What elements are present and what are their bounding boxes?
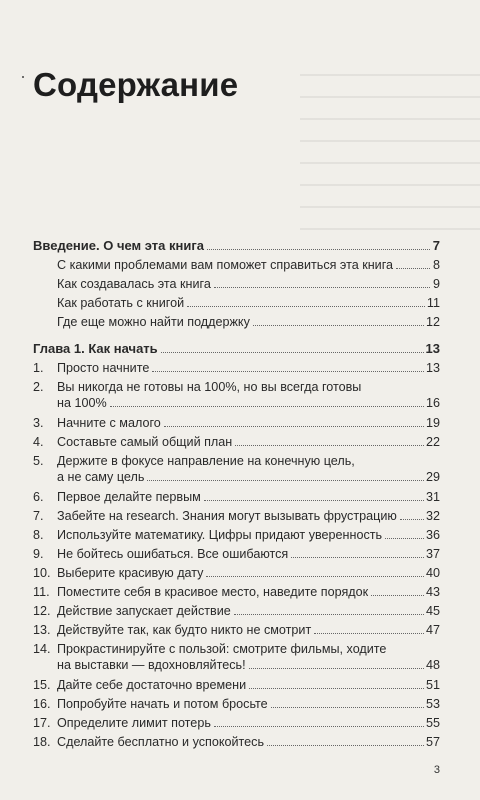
dot-leader — [314, 633, 424, 634]
toc-entry-number: 10. — [33, 566, 51, 580]
toc-entry — [33, 434, 440, 453]
toc-entry-last-line — [57, 469, 440, 485]
toc-entry-body — [57, 584, 440, 600]
dot-leader — [385, 538, 424, 539]
toc-entry-body — [33, 238, 440, 254]
toc-entry-title: Используйте математику. Цифры придают уверенность — [57, 528, 383, 542]
toc-entry-number: 8. — [33, 528, 44, 542]
toc-entry — [33, 276, 440, 295]
toc-entry-body — [57, 565, 440, 581]
toc-page-number: 37 — [425, 547, 440, 561]
dot-leader — [110, 406, 424, 407]
toc-entry — [33, 527, 440, 546]
toc-entry-title: Начните с малого — [57, 416, 161, 430]
toc-section-title: Введение. О чем эта книга — [33, 238, 204, 253]
toc-page-number: 55 — [425, 716, 440, 730]
toc-entry-last-line — [57, 395, 440, 411]
dot-leader — [214, 287, 430, 288]
bleed-through-text — [300, 60, 480, 240]
toc-entry-title-line: на 100% — [57, 396, 107, 410]
dot-leader — [249, 668, 424, 669]
toc-entry-title-line: Прокрастинируйте с пользой: смотрите фильмы, ходите — [57, 642, 387, 656]
toc-entry-title: Определите лимит потерь — [57, 716, 211, 730]
toc-page-number: 40 — [425, 566, 440, 580]
toc-page-number: 19 — [425, 416, 440, 430]
toc-entry-title-line: Вы никогда не готовы на 100%, но вы всегда готовы — [57, 380, 362, 394]
toc-entry-number: 15. — [33, 678, 51, 692]
toc-entry — [33, 584, 440, 603]
dot-leader — [161, 352, 424, 353]
dot-leader — [234, 614, 424, 615]
toc-page-number: 8 — [432, 258, 440, 272]
toc-entry-number: 3. — [33, 416, 44, 430]
toc-entry-title-line: на выставки — вдохновляйтесь! — [57, 658, 246, 672]
toc-page-number: 13 — [425, 361, 440, 375]
dot-leader — [214, 726, 424, 727]
toc-entry-title-line: а не саму цель — [57, 470, 145, 484]
dot-leader — [207, 249, 430, 250]
toc-entry-body — [57, 257, 440, 273]
toc-entry-number: 18. — [33, 735, 51, 749]
toc-entry — [33, 734, 440, 753]
dot-leader — [271, 707, 424, 708]
dot-leader — [147, 480, 424, 481]
toc-entry — [33, 415, 440, 434]
toc-entry-number: 12. — [33, 604, 51, 618]
toc-page-number: 32 — [425, 509, 440, 523]
toc-entry-title: Не бойтесь ошибаться. Все ошибаются — [57, 547, 289, 561]
toc-page-number: 13 — [425, 341, 440, 356]
dot-leader — [152, 371, 424, 372]
toc-entry — [33, 565, 440, 584]
toc-entry-number: 17. — [33, 716, 51, 730]
toc-entry-title: Дайте себе достаточно времени — [57, 678, 247, 692]
toc-entry-title: Где еще можно найти поддержку — [57, 315, 250, 329]
toc-entry-body — [57, 622, 440, 638]
dot-leader — [249, 688, 424, 689]
toc-page-number: 16 — [425, 396, 440, 410]
toc-entry-number: 13. — [33, 623, 51, 637]
toc-entry — [33, 622, 440, 641]
toc-entry — [33, 715, 440, 734]
toc-page-number: 53 — [425, 697, 440, 711]
dot-leader — [291, 557, 424, 558]
toc-page-number: 43 — [425, 585, 440, 599]
toc-entry — [33, 257, 440, 276]
toc-entry-number: 7. — [33, 509, 44, 523]
dot-leader — [253, 325, 424, 326]
toc-entry-title: Забейте на research. Знания могут вызывать фрустрацию — [57, 509, 397, 523]
toc-entry-body — [57, 314, 440, 330]
toc-entry-title: Как создавалась эта книга — [57, 277, 211, 291]
toc-page-number: 57 — [425, 735, 440, 749]
toc-entry-body — [57, 276, 440, 292]
toc-entry-number: 4. — [33, 435, 44, 449]
toc-entry — [33, 379, 440, 415]
toc-entry-number: 2. — [33, 380, 44, 394]
toc-entry-body — [57, 546, 440, 562]
toc-page-number: 36 — [425, 528, 440, 542]
toc-entry-number: 9. — [33, 547, 44, 561]
toc-entry-title: Попробуйте начать и потом бросьте — [57, 697, 268, 711]
toc-entry-title: С какими проблемами вам поможет справиться эта книга — [57, 258, 394, 272]
toc-entry-title: Действие запускает действие — [57, 604, 231, 618]
toc-entry-title: Просто начните — [57, 361, 150, 375]
toc-entry-body — [57, 379, 440, 411]
page-number: 3 — [433, 764, 440, 776]
toc-entry — [33, 677, 440, 696]
toc-page-number: 22 — [425, 435, 440, 449]
toc-page-number: 7 — [432, 238, 440, 253]
dot-leader — [371, 595, 424, 596]
toc-page-number: 29 — [425, 470, 440, 484]
toc-entry — [33, 546, 440, 565]
toc-page-number: 12 — [425, 315, 440, 329]
margin-dot — [22, 76, 24, 78]
toc-entry-number: 11. — [33, 585, 50, 599]
toc-entry — [33, 489, 440, 508]
page-title: Содержание — [33, 66, 239, 103]
toc-entry-body — [57, 295, 440, 311]
dot-leader — [235, 445, 424, 446]
toc-entry — [33, 295, 440, 314]
toc-entry — [33, 453, 440, 489]
toc-page-number: 48 — [425, 658, 440, 672]
toc-entry-title: Первое делайте первым — [57, 490, 201, 504]
toc-entry-title: Сделайте бесплатно и успокойтесь — [57, 735, 265, 749]
toc-entry-number: 6. — [33, 490, 44, 504]
toc-entry-title: Действуйте так, как будто никто не смотрит — [57, 623, 312, 637]
toc-entry-body — [57, 603, 440, 619]
toc-entry-body — [57, 734, 440, 750]
toc-entry-body — [33, 341, 440, 357]
toc-entry — [33, 314, 440, 333]
toc-entry-body — [57, 677, 440, 693]
toc-section-heading — [33, 341, 440, 360]
toc-entry-number: 16. — [33, 697, 51, 711]
dot-leader — [206, 576, 424, 577]
toc-entry-body — [57, 434, 440, 450]
toc-entry-title: Выберите красивую дату — [57, 566, 204, 580]
toc-page-number: 11 — [426, 296, 440, 310]
toc-entry-number: 14. — [33, 642, 51, 656]
toc-page-number: 9 — [432, 277, 440, 291]
toc-entry — [33, 641, 440, 677]
toc-entry — [33, 696, 440, 715]
toc-entry-body — [57, 489, 440, 505]
toc-entry-title: Составьте самый общий план — [57, 435, 233, 449]
toc-entry — [33, 603, 440, 622]
toc-entry — [33, 508, 440, 527]
dot-leader — [187, 306, 425, 307]
toc-page-number: 47 — [425, 623, 440, 637]
toc-page-number: 51 — [425, 678, 440, 692]
toc-entry-body — [57, 453, 440, 485]
toc-entry-body — [57, 508, 440, 524]
dot-leader — [267, 745, 424, 746]
toc-page-number: 31 — [425, 490, 440, 504]
toc-entry-number: 1. — [33, 361, 44, 375]
toc-section-title: Глава 1. Как начать — [33, 341, 158, 356]
toc-page-number: 45 — [425, 604, 440, 618]
toc-entry-body — [57, 360, 440, 376]
dot-leader — [204, 500, 424, 501]
toc-entry-body — [57, 641, 440, 673]
toc-entry — [33, 360, 440, 379]
dot-leader — [400, 519, 424, 520]
toc-entry-body — [57, 715, 440, 731]
toc-section-heading — [33, 238, 440, 257]
toc-entry-body — [57, 527, 440, 543]
dot-leader — [164, 426, 424, 427]
toc-entry-last-line — [57, 657, 440, 673]
table-of-contents — [33, 238, 440, 753]
toc-entry-number: 5. — [33, 454, 44, 468]
toc-entry-body — [57, 696, 440, 712]
toc-entry-title: Поместите себя в красивое место, наведите порядок — [57, 585, 369, 599]
toc-entry-title-line: Держите в фокусе направление на конечную цель, — [57, 454, 355, 468]
dot-leader — [396, 268, 430, 269]
toc-entry-body — [57, 415, 440, 431]
toc-entry-title: Как работать с книгой — [57, 296, 185, 310]
